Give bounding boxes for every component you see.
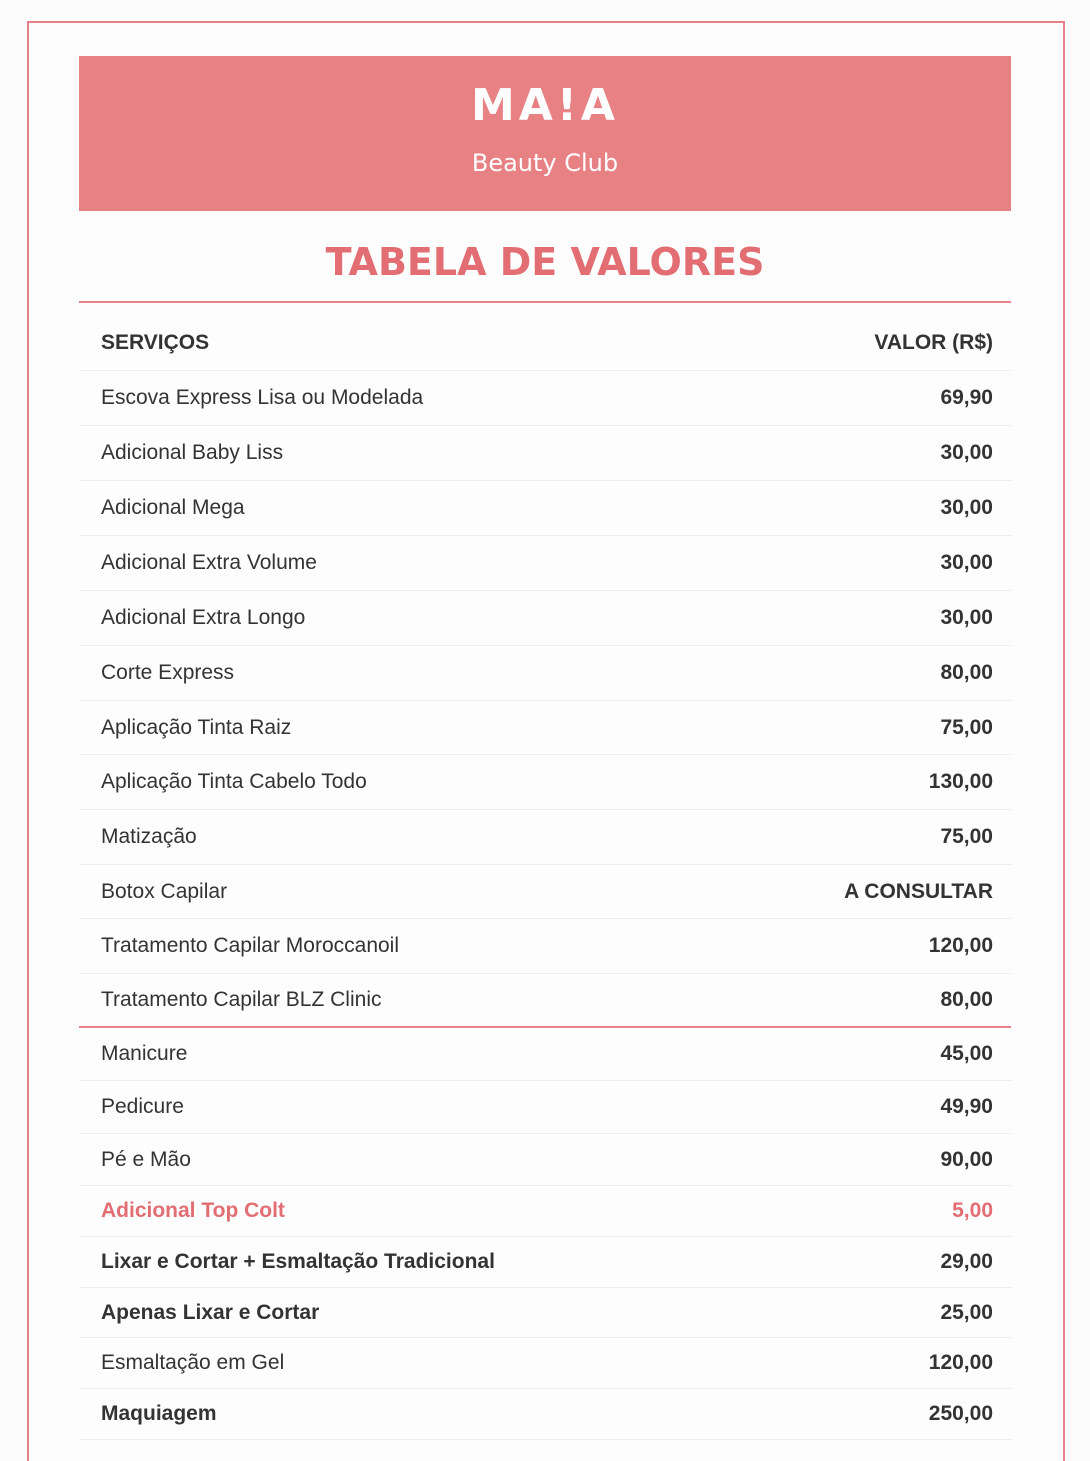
service-price: A CONSULTAR bbox=[844, 879, 993, 903]
table-row bbox=[79, 371, 1011, 426]
table-header-row bbox=[79, 316, 1011, 371]
service-price: 75,00 bbox=[940, 715, 993, 739]
service-price: 45,00 bbox=[940, 1042, 993, 1065]
table-row bbox=[79, 1237, 1011, 1288]
table-row-highlight bbox=[79, 1186, 1011, 1237]
table-row bbox=[79, 536, 1011, 591]
column-header-value: VALOR (R$) bbox=[874, 331, 993, 354]
service-name: Aplicação Tinta Raiz bbox=[101, 715, 292, 739]
table-row bbox=[79, 1389, 1011, 1440]
service-price: 25,00 bbox=[940, 1300, 993, 1324]
service-name: Pé e Mão bbox=[101, 1147, 191, 1171]
service-name: Aplicação Tinta Cabelo Todo bbox=[101, 770, 367, 793]
service-name: Botox Capilar bbox=[101, 879, 228, 903]
service-price: 49,90 bbox=[940, 1095, 993, 1118]
service-price: 250,00 bbox=[928, 1402, 993, 1425]
service-price: 29,00 bbox=[940, 1250, 993, 1273]
service-name: Maquiagem bbox=[101, 1402, 217, 1425]
brand-name: MA!A bbox=[471, 80, 619, 131]
service-name: Adicional Extra Longo bbox=[101, 606, 306, 629]
service-price: 80,00 bbox=[940, 988, 993, 1011]
service-name: Adicional Mega bbox=[101, 496, 245, 519]
table-row bbox=[79, 865, 1011, 919]
service-price: 130,00 bbox=[928, 770, 993, 793]
service-price: 5,00 bbox=[952, 1199, 993, 1222]
table-row bbox=[79, 481, 1011, 536]
service-name: Esmaltação em Gel bbox=[101, 1351, 285, 1374]
table-row bbox=[79, 1338, 1011, 1389]
table-row bbox=[79, 1288, 1011, 1338]
table-row bbox=[79, 974, 1011, 1028]
service-price: 69,90 bbox=[940, 386, 993, 409]
title-divider bbox=[79, 301, 1011, 303]
column-header-service: SERVIÇOS bbox=[101, 331, 210, 354]
service-name: Adicional Top Colt bbox=[101, 1199, 285, 1222]
table-row bbox=[79, 646, 1011, 701]
service-name: Tratamento Capilar Moroccanoil bbox=[101, 934, 400, 957]
service-price: 30,00 bbox=[940, 441, 993, 464]
service-price: 30,00 bbox=[940, 496, 993, 519]
page-title: TABELA DE VALORES bbox=[325, 240, 765, 284]
table-row bbox=[79, 426, 1011, 481]
table-row bbox=[79, 1081, 1011, 1134]
service-price: 90,00 bbox=[940, 1147, 993, 1171]
service-name: Manicure bbox=[101, 1042, 188, 1065]
table-row bbox=[79, 591, 1011, 646]
service-name: Apenas Lixar e Cortar bbox=[101, 1300, 320, 1324]
service-price: 75,00 bbox=[940, 825, 993, 848]
service-name: Lixar e Cortar + Esmaltação Tradicional bbox=[101, 1250, 495, 1273]
table-row bbox=[79, 1028, 1011, 1081]
service-name: Matização bbox=[101, 825, 197, 848]
table-row bbox=[79, 810, 1011, 865]
brand-subtitle: Beauty Club bbox=[471, 149, 619, 177]
service-name: Pedicure bbox=[101, 1095, 184, 1118]
service-name: Adicional Extra Volume bbox=[101, 551, 317, 574]
table-row bbox=[79, 701, 1011, 755]
table-row bbox=[79, 919, 1011, 974]
service-price: 120,00 bbox=[928, 934, 993, 957]
service-name: Tratamento Capilar BLZ Clinic bbox=[101, 988, 382, 1011]
service-price: 30,00 bbox=[940, 551, 993, 574]
service-price: 80,00 bbox=[940, 661, 993, 684]
service-name: Escova Express Lisa ou Modelada bbox=[101, 386, 424, 409]
service-price: 120,00 bbox=[928, 1351, 993, 1374]
service-name: Adicional Baby Liss bbox=[101, 441, 284, 464]
service-price: 30,00 bbox=[940, 606, 993, 629]
service-name: Corte Express bbox=[101, 661, 235, 684]
table-row bbox=[79, 755, 1011, 810]
table-row bbox=[79, 1134, 1011, 1186]
price-table bbox=[79, 316, 1011, 1440]
